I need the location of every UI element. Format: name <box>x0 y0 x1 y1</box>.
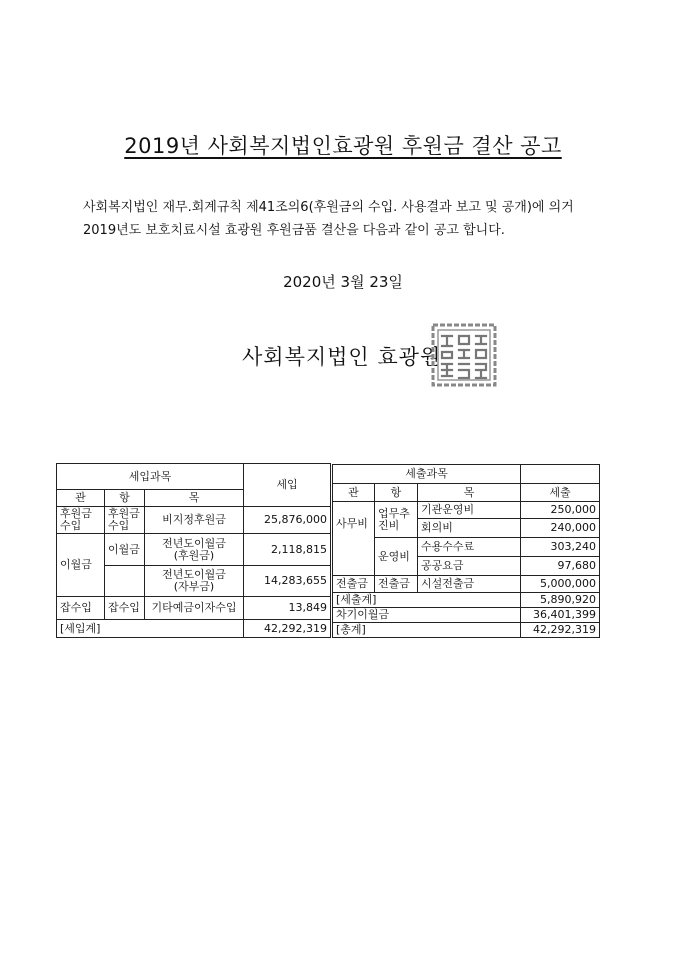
expense-amount-cell: 303,240 <box>521 538 600 557</box>
table-row <box>57 597 331 620</box>
expense-header-spacer <box>521 465 600 484</box>
expense-hang-cell: 업무추 진비 <box>375 502 418 538</box>
expense-table <box>332 464 600 638</box>
expense-mok-cell: 회의비 <box>418 519 521 538</box>
expense-gwan-cell: 사무비 <box>333 502 375 576</box>
income-mok-cell: 비지정후원금 <box>145 507 244 534</box>
expense-group-header: 세출과목 <box>333 465 521 484</box>
income-gwan-cell: 이월금 <box>57 534 105 597</box>
income-col-mok: 목 <box>145 490 244 507</box>
expense-subtotal-row <box>333 593 600 608</box>
income-amount-header: 세입 <box>244 464 331 507</box>
table-row <box>333 502 600 519</box>
expense-amount-cell: 240,000 <box>521 519 600 538</box>
income-col-hang: 항 <box>105 490 145 507</box>
income-hang-cell: 잡수입 <box>105 597 145 620</box>
expense-col-hang: 항 <box>375 484 418 502</box>
income-table <box>56 463 331 638</box>
expense-mok-cell: 시설전출금 <box>418 576 521 593</box>
income-hang-cell: 이월금 <box>105 534 145 566</box>
expense-hang-cell: 전출금 <box>375 576 418 593</box>
expense-amount-cell: 5,000,000 <box>521 576 600 593</box>
income-col-gwan: 관 <box>57 490 105 507</box>
expense-mok-cell: 공공요금 <box>418 557 521 576</box>
income-gwan-cell: 잡수입 <box>57 597 105 620</box>
income-group-header: 세입과목 <box>57 464 244 490</box>
income-mok-cell: 전년도이월금 (자부금) <box>145 566 244 597</box>
table-row <box>57 534 331 566</box>
expense-amount-header: 세출 <box>521 484 600 502</box>
expense-gwan-cell: 전출금 <box>333 576 375 593</box>
grand-total-label: [총계] <box>333 623 521 638</box>
expense-col-gwan: 관 <box>333 484 375 502</box>
table-row <box>57 507 331 534</box>
notice-body-line-1: 사회복지법인 재무.회계규칙 제41조의6(후원금의 수입. 사용결과 보고 및 공개)에 의거 <box>83 200 574 215</box>
notice-body-line-2: 2019년도 보호치료시설 효광원 후원금품 결산을 다음과 같이 공고 합니다. <box>83 223 505 238</box>
organization-name: 사회복지법인 효광원 <box>242 345 442 369</box>
expense-subtotal-label: [세출계] <box>333 593 521 608</box>
expense-col-mok: 목 <box>418 484 521 502</box>
expense-amount-cell: 97,680 <box>521 557 600 576</box>
official-seal-icon <box>428 322 500 388</box>
income-amount-cell: 2,118,815 <box>244 534 331 566</box>
expense-hang-cell: 운영비 <box>375 538 418 576</box>
carryover-amount: 36,401,399 <box>521 608 600 623</box>
carryover-label: 차기이월금 <box>333 608 521 623</box>
expense-mok-cell: 기관운영비 <box>418 502 521 519</box>
grand-total-amount: 42,292,319 <box>521 623 600 638</box>
notice-title: 2019년 사회복지법인효광원 후원금 결산 공고 <box>124 134 562 158</box>
income-total-label: [세입계] <box>57 620 244 638</box>
grand-total-row <box>333 623 600 638</box>
income-gwan-cell: 후원금 수입 <box>57 507 105 534</box>
income-mok-cell: 기타예금이자수입 <box>145 597 244 620</box>
carryover-row <box>333 608 600 623</box>
income-hang-empty-cell <box>105 566 145 597</box>
expense-mok-cell: 수용수수료 <box>418 538 521 557</box>
income-mok-cell: 전년도이월금 (후원금) <box>145 534 244 566</box>
notice-date: 2020년 3월 23일 <box>283 273 403 291</box>
expense-subtotal-amount: 5,890,920 <box>521 593 600 608</box>
income-hang-cell: 후원금 수입 <box>105 507 145 534</box>
income-total-row <box>57 620 331 638</box>
income-amount-cell: 25,876,000 <box>244 507 331 534</box>
table-row <box>333 576 600 593</box>
income-amount-cell: 14,283,655 <box>244 566 331 597</box>
income-total-amount: 42,292,319 <box>244 620 331 638</box>
income-amount-cell: 13,849 <box>244 597 331 620</box>
expense-amount-cell: 250,000 <box>521 502 600 519</box>
